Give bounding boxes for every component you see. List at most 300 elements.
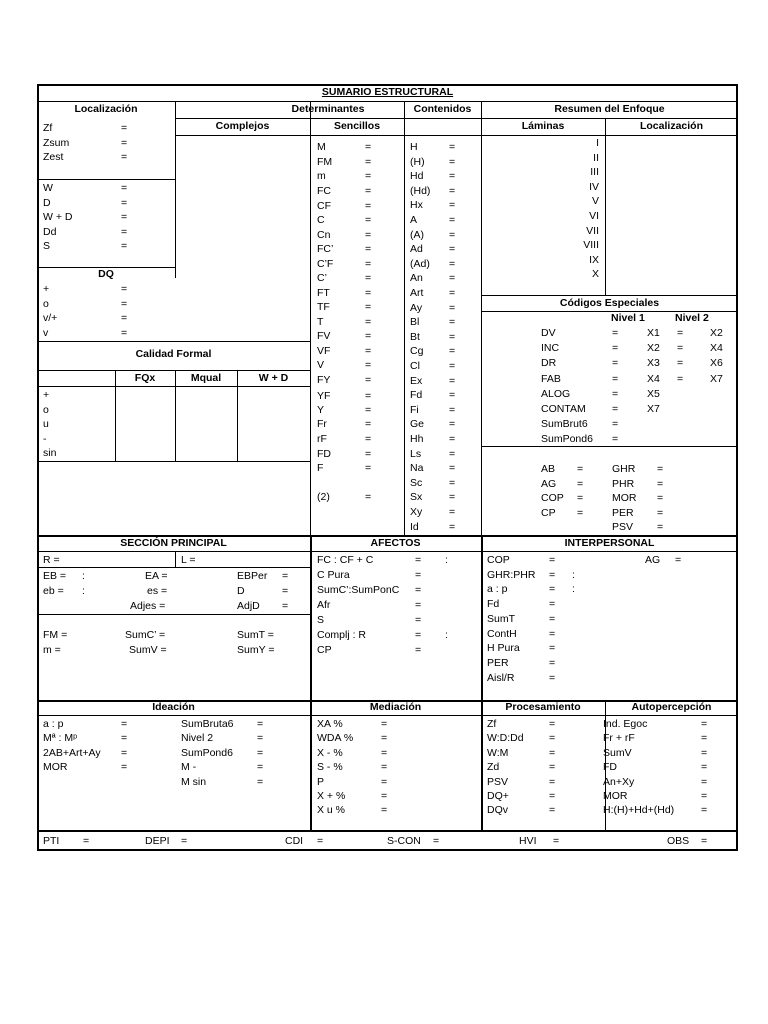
procesamiento-label: Zd (487, 761, 500, 774)
equals-sign: = (449, 316, 456, 329)
sencillos-label: C (317, 214, 325, 226)
codigo-label: CP (541, 506, 556, 519)
equals-sign: = (612, 418, 619, 431)
equals-sign: = (415, 629, 422, 641)
rule (175, 370, 176, 462)
equals-sign: = (449, 228, 456, 241)
equals-sign: = (612, 387, 619, 400)
sencillos-label: rF (317, 433, 327, 445)
equals-sign: = (657, 477, 664, 490)
equals-sign: = (415, 599, 422, 611)
equals-sign: = (415, 584, 422, 596)
contenido-label: Cl (410, 360, 420, 372)
colon-sign: : (445, 554, 448, 566)
header-wd: W + D (258, 372, 289, 384)
autopercepcion-label: SumV (603, 746, 632, 759)
lamina-label: I (596, 137, 599, 149)
mediacion-label: XA % (317, 718, 343, 730)
sencillos-label: FY (317, 374, 331, 386)
equals-sign: = (433, 835, 440, 847)
equals-sign: = (317, 835, 324, 847)
equals-sign: = (449, 199, 456, 212)
afecto-label: Complj : R (317, 629, 367, 641)
header-complejos: Complejos (215, 120, 270, 132)
sencillos-label: T (317, 316, 324, 328)
fq-row-label: u (43, 418, 49, 430)
contenido-label: H (410, 141, 418, 153)
ideacion-label: 2AB+Art+Ay (43, 746, 101, 759)
equals-sign: = (181, 835, 188, 847)
equals-sign: = (549, 642, 556, 655)
equals-sign: = (121, 732, 128, 745)
contenido-label: Sc (410, 476, 423, 489)
sencillos-label: Y (317, 404, 325, 416)
equals-sign: = (381, 775, 388, 788)
label-es: es = (147, 585, 168, 597)
codigo-x-nivel2: X2 (710, 327, 723, 339)
equals-sign: = (549, 775, 556, 788)
contenido-label: Ge (410, 418, 425, 431)
contenido-label: Bl (410, 316, 420, 329)
equals-sign: = (365, 374, 372, 386)
equals-sign: = (449, 301, 456, 314)
interpersonal-label: a : p (487, 583, 508, 596)
codigo-label: SumBrut6 (541, 418, 588, 431)
equals-sign: = (449, 520, 456, 533)
sencillos-label: Fr (317, 418, 327, 430)
header-afectos: AFECTOS (370, 537, 421, 549)
label-d: D (237, 585, 245, 597)
afecto-label: CP (317, 644, 332, 656)
sencillos-label: M (317, 141, 326, 153)
header-ideacion: Ideación (152, 701, 195, 713)
rule (37, 715, 738, 716)
lamina-label: VII (586, 224, 599, 237)
codigo-label: DV (541, 327, 556, 339)
contenido-label: Id (410, 520, 419, 533)
equals-sign: = (365, 390, 372, 402)
dq-row-label: o (43, 297, 49, 310)
equals-sign: = (449, 418, 456, 431)
label-sumc: SumC’ = (125, 629, 166, 641)
ideacion-label: M - (181, 761, 197, 774)
sencillos-label: TF (317, 301, 330, 313)
equals-sign: = (549, 627, 556, 640)
equals-sign: = (365, 418, 372, 430)
equals-sign: = (365, 404, 372, 416)
header-localizacion: Localización (74, 103, 138, 115)
equals-sign: = (381, 732, 388, 745)
equals-sign: = (449, 345, 456, 358)
rule (175, 101, 176, 278)
autopercepcion-label: Ind. Egoc (603, 718, 648, 730)
label-ag: AG (645, 554, 661, 566)
equals-sign: = (677, 342, 684, 355)
equals-sign: = (365, 258, 372, 270)
equals-sign: = (657, 463, 664, 475)
equals-sign: = (549, 718, 556, 730)
equals-sign: = (449, 360, 456, 372)
interpersonal-label: Fd (487, 598, 500, 611)
equals-sign: = (549, 746, 556, 759)
equals-sign: = (257, 732, 264, 745)
equals-sign: = (549, 568, 556, 581)
sencillos-label: FM (317, 156, 333, 168)
codigo-label: INC (541, 342, 560, 355)
codigo-label: PER (612, 506, 634, 519)
codigo-x-nivel1: X2 (647, 342, 660, 355)
equals-sign: = (449, 462, 456, 475)
equals-sign: = (549, 598, 556, 611)
equals-sign: = (577, 477, 584, 490)
loc-row-label: Dd (43, 225, 57, 238)
equals-sign: = (365, 359, 372, 371)
rule (605, 118, 606, 296)
sencillos-label: m (317, 170, 326, 182)
equals-sign: = (257, 746, 264, 759)
equals-sign: = (677, 357, 684, 370)
interpersonal-label: SumT (487, 612, 516, 625)
equals-sign: = (365, 330, 372, 342)
mediacion-label: X + % (317, 790, 346, 802)
equals-sign: = (657, 492, 664, 504)
contenido-label: (H) (410, 155, 425, 168)
loc-row-label: Zsum (43, 136, 70, 149)
fq-row-label: + (43, 389, 50, 401)
interpersonal-label: COP (487, 554, 510, 566)
contenido-label: Na (410, 462, 424, 475)
contenido-label: (A) (410, 228, 424, 241)
equals-sign: = (365, 156, 372, 168)
equals-sign: = (365, 214, 372, 226)
sencillos-label: VF (317, 345, 331, 357)
equals-sign: = (549, 671, 556, 684)
equals-sign: = (282, 570, 289, 582)
loc-row-label: W + D (43, 211, 73, 223)
loc-row-label: W (43, 182, 53, 194)
equals-sign: = (577, 506, 584, 519)
lamina-label: VI (589, 210, 599, 222)
fq-row-label: o (43, 403, 49, 416)
footer-index-label: S-CON (387, 835, 421, 847)
rule (175, 551, 176, 567)
contenido-label: Sx (410, 491, 423, 504)
equals-sign: = (612, 372, 619, 385)
sencillos-label: FC (317, 185, 331, 197)
autopercepcion-label: H:(H)+Hd+(Hd) (603, 804, 675, 817)
equals-sign: = (449, 257, 456, 270)
equals-sign: = (577, 492, 584, 504)
lamina-label: III (590, 166, 599, 179)
autopercepcion-label: FD (603, 761, 617, 774)
equals-sign: = (549, 732, 556, 745)
equals-sign: = (365, 243, 372, 255)
codigo-label: PSV (612, 521, 634, 533)
equals-sign: = (121, 297, 128, 310)
equals-sign: = (257, 775, 264, 788)
procesamiento-label: DQ+ (487, 790, 509, 802)
label-eb-lower: eb = (43, 585, 64, 597)
afecto-label: FC : CF + C (317, 554, 374, 566)
ideacion-label: a : p (43, 718, 64, 730)
equals-sign: = (415, 554, 422, 566)
equals-sign: = (701, 775, 708, 788)
mediacion-label: P (317, 775, 325, 788)
equals-sign: = (701, 732, 708, 745)
label-sumy: SumY = (237, 644, 275, 656)
equals-sign: = (657, 506, 664, 519)
equals-sign: = (381, 718, 388, 730)
equals-sign: = (365, 170, 372, 182)
ideacion-label: SumBruta6 (181, 718, 234, 730)
label-sumt: SumT = (237, 629, 274, 641)
header-mqual: Mqual (190, 372, 222, 384)
equals-sign: = (83, 835, 90, 847)
codigo-label: GHR (612, 463, 636, 475)
equals-sign: = (121, 182, 128, 194)
equals-sign: = (449, 403, 456, 416)
label-adjes: Adjes = (130, 600, 166, 612)
codigo-label: ALOG (541, 387, 571, 400)
equals-sign: = (549, 656, 556, 669)
equals-sign: = (577, 463, 584, 475)
sencillos-label: C’ (317, 272, 327, 284)
equals-sign: = (121, 136, 128, 149)
codigo-x-nivel2: X4 (710, 342, 723, 355)
equals-sign: = (121, 312, 128, 324)
sencillos-label: YF (317, 390, 331, 402)
label-eb: EB = (43, 570, 67, 582)
header-contenidos: Contenidos (413, 103, 472, 115)
rule (310, 101, 311, 536)
equals-sign: = (701, 746, 708, 759)
contenido-label: (Ad) (410, 257, 430, 270)
footer-index-label: CDI (285, 835, 304, 847)
equals-sign: = (449, 170, 456, 183)
rule (37, 614, 310, 615)
ideacion-label: M sin (181, 775, 207, 788)
rule (481, 700, 483, 830)
contenido-label: Hd (410, 170, 424, 183)
equals-sign: = (701, 835, 708, 847)
equals-sign: = (549, 554, 556, 566)
dq-row-label: v/+ (43, 312, 58, 324)
ideacion-label: MOR (43, 761, 68, 774)
autopercepcion-label: Fr + rF (603, 732, 635, 745)
rule (37, 551, 738, 552)
equals-sign: = (549, 790, 556, 802)
sencillos-label: FC’ (317, 243, 334, 255)
ideacion-label: SumPond6 (181, 746, 233, 759)
equals-sign: = (257, 718, 264, 730)
label-l: L = (181, 554, 196, 566)
equals-sign: = (365, 301, 372, 313)
equals-sign: = (121, 326, 128, 339)
sencillos-label: FV (317, 330, 331, 342)
contenido-label: Ay (410, 301, 423, 314)
label-ea: EA = (145, 570, 168, 582)
dq-row-label: + (43, 283, 50, 295)
sencillos-label: V (317, 359, 325, 371)
equals-sign: = (549, 761, 556, 774)
contenido-label: Ls (410, 447, 422, 460)
sencillos-label: FT (317, 287, 330, 299)
codigo-label: AG (541, 477, 557, 490)
equals-sign: = (701, 761, 708, 774)
contenido-label: Fd (410, 389, 423, 402)
equals-sign: = (449, 389, 456, 402)
header-autopercepcion: Autopercepción (631, 701, 712, 713)
contenido-label: Xy (410, 506, 423, 518)
equals-sign: = (449, 287, 456, 299)
procesamiento-label: PSV (487, 775, 509, 788)
header-dq: DQ (98, 268, 114, 280)
equals-sign: = (612, 327, 619, 339)
dq-row-label: v (43, 326, 49, 339)
rule (481, 535, 483, 700)
equals-sign: = (415, 569, 422, 581)
equals-sign: = (365, 185, 372, 197)
equals-sign: = (449, 476, 456, 489)
header-resumen: Resumen del Enfoque (554, 103, 665, 115)
interpersonal-label: ContH (487, 627, 517, 640)
equals-sign: = (553, 835, 560, 847)
equals-sign: = (121, 225, 128, 238)
colon-sign: : (572, 568, 575, 581)
autopercepcion-label: MOR (603, 790, 628, 802)
rule (481, 446, 738, 447)
colon-sign: : (445, 629, 448, 641)
equals-sign: = (657, 521, 664, 533)
equals-sign: = (701, 718, 708, 730)
loc-row-label: Zf (43, 122, 53, 134)
equals-sign: = (612, 433, 619, 446)
equals-sign: = (365, 433, 372, 445)
equals-sign: = (381, 790, 388, 802)
equals-sign: = (449, 155, 456, 168)
lamina-label: II (593, 151, 599, 164)
ideacion-label: Mª : Mᵖ (43, 732, 78, 745)
contenido-label: An (410, 272, 423, 285)
rule (310, 700, 312, 830)
equals-sign: = (677, 327, 684, 339)
equals-sign: = (612, 357, 619, 370)
equals-sign: = (449, 243, 456, 256)
mediacion-label: WDA % (317, 732, 354, 745)
equals-sign: = (675, 554, 682, 566)
fq-row-label: - (43, 432, 47, 445)
header-sencillos: Sencillos (333, 120, 381, 132)
footer-index-label: DEPI (145, 835, 170, 847)
header-mediacion: Mediación (369, 701, 422, 713)
header-nivel2: Nivel 2 (675, 312, 709, 324)
equals-sign: = (365, 287, 372, 299)
loc-row-label: S (43, 240, 51, 252)
codigo-x-nivel1: X4 (647, 372, 660, 385)
sheet-title: SUMARIO ESTRUCTURAL (321, 86, 454, 98)
ideacion-label: Nivel 2 (181, 732, 214, 745)
header-localizacion-resumen: Localización (639, 120, 703, 132)
codigo-label: MOR (612, 492, 637, 504)
equals-sign: = (121, 196, 128, 209)
equals-sign: = (365, 462, 372, 474)
footer-index-label: OBS (667, 835, 690, 847)
equals-sign: = (365, 316, 372, 328)
equals-sign: = (415, 614, 422, 626)
interpersonal-label: PER (487, 656, 509, 669)
equals-sign: = (549, 804, 556, 817)
equals-sign: = (549, 583, 556, 596)
codigo-label: SumPond6 (541, 433, 593, 446)
equals-sign: = (449, 214, 456, 226)
equals-sign: = (381, 761, 388, 774)
contenido-label: Ad (410, 243, 423, 256)
label-adjd: AdjD (237, 600, 260, 612)
procesamiento-label: Zf (487, 718, 497, 730)
contenido-label: Hx (410, 199, 423, 212)
rule (37, 179, 175, 180)
structural-summary-sheet (37, 84, 738, 851)
label-m: m = (43, 644, 61, 656)
equals-sign: = (365, 491, 372, 503)
equals-sign: = (449, 374, 456, 387)
sencillos-label: Cn (317, 229, 331, 241)
sencillos-label: C’F (317, 258, 334, 270)
equals-sign: = (257, 761, 264, 774)
colon-sign: : (82, 570, 85, 582)
header-nivel1: Nivel 1 (611, 312, 645, 324)
lamina-label: X (591, 268, 599, 281)
interpersonal-label: GHR:PHR (487, 568, 536, 581)
procesamiento-label: W:M (487, 746, 509, 759)
fq-row-label: sin (43, 447, 57, 459)
codigo-label: AB (541, 463, 556, 475)
contenido-label: A (410, 214, 418, 226)
footer-index-label: PTI (43, 835, 60, 847)
equals-sign: = (701, 804, 708, 817)
afecto-label: S (317, 614, 325, 626)
procesamiento-label: W:D:Dd (487, 732, 524, 745)
equals-sign: = (365, 448, 372, 460)
loc-row-label: Zest (43, 151, 64, 163)
rule (310, 535, 312, 700)
equals-sign: = (121, 746, 128, 759)
equals-sign: = (121, 283, 128, 295)
equals-sign: = (282, 600, 289, 612)
mediacion-label: X u % (317, 804, 346, 817)
codigo-label: DR (541, 357, 557, 370)
header-interpersonal: INTERPERSONAL (564, 537, 655, 549)
equals-sign: = (449, 491, 456, 504)
procesamiento-label: DQv (487, 804, 508, 817)
colon-sign: : (572, 583, 575, 596)
equals-sign: = (282, 585, 289, 597)
rule (237, 370, 238, 462)
codigo-x-nivel1: X1 (647, 327, 660, 339)
equals-sign: = (612, 342, 619, 355)
rule (37, 830, 738, 832)
contenido-label: Cg (410, 345, 424, 358)
contenido-label: Bt (410, 330, 420, 343)
equals-sign: = (449, 184, 456, 197)
label-fm: FM = (43, 629, 68, 641)
codigo-label: FAB (541, 372, 561, 385)
header-determinantes: Determinantes (291, 103, 365, 115)
equals-sign: = (449, 506, 456, 518)
contenido-label: Art (410, 287, 424, 299)
sencillos-label: (2) (317, 491, 330, 503)
afecto-label: Afr (317, 599, 331, 611)
